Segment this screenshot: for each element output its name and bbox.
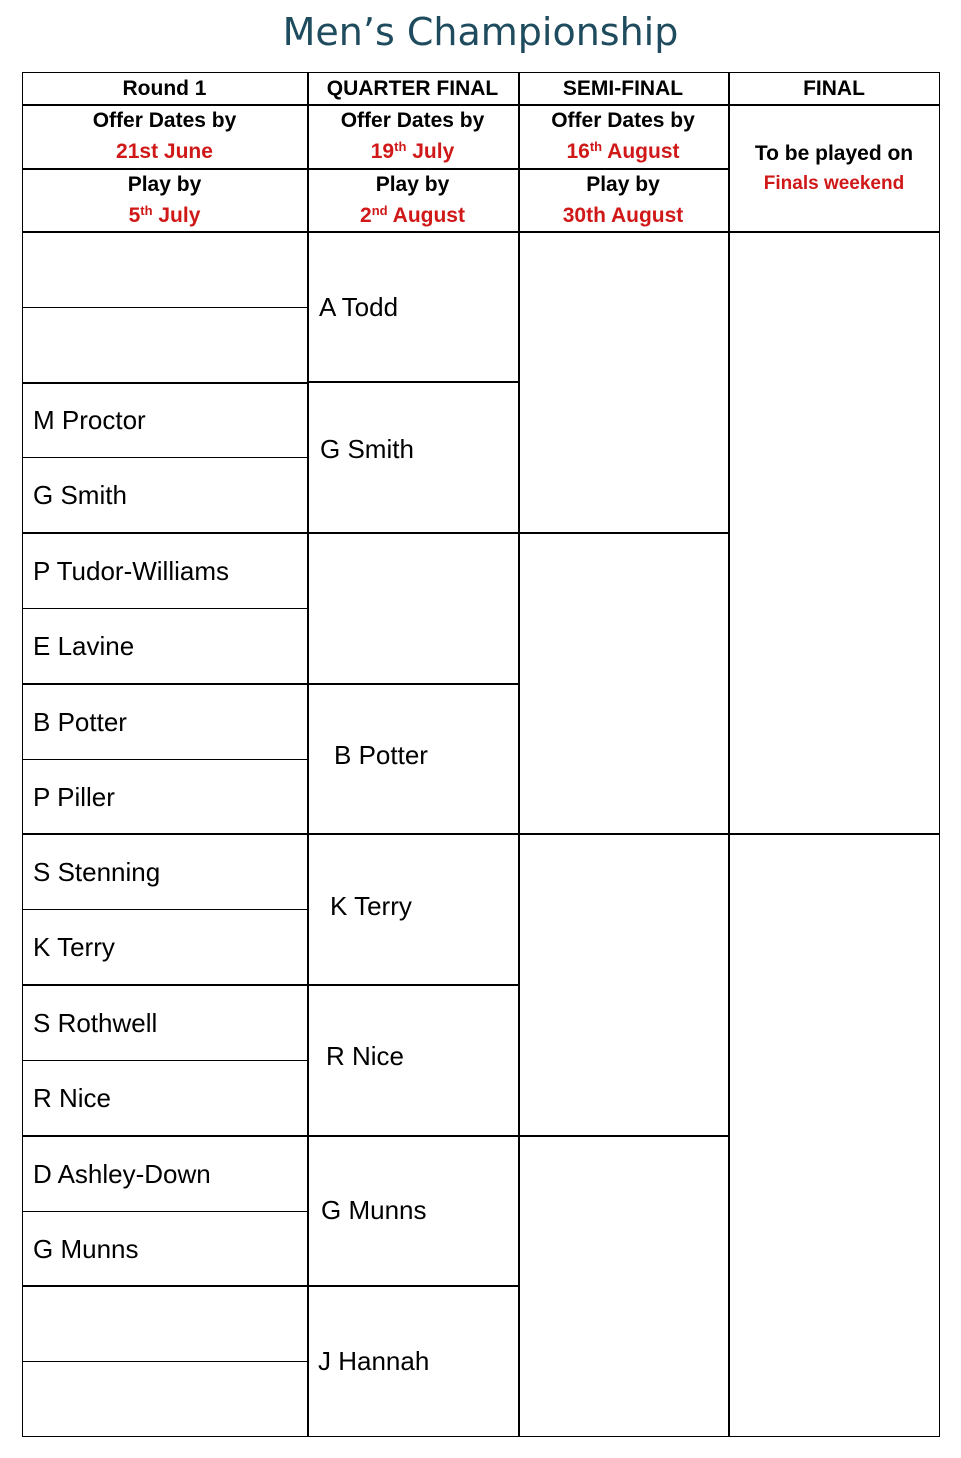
slot-divider bbox=[22, 608, 307, 609]
round1-play-label: Play by bbox=[127, 173, 202, 196]
match-divider bbox=[22, 382, 307, 384]
round1-header: Round 1 bbox=[122, 77, 207, 100]
final-schedule-label: To be played on bbox=[754, 142, 914, 165]
quarter-play-label: Play by bbox=[375, 173, 450, 196]
round1-player: B Potter bbox=[33, 707, 127, 737]
slot-divider bbox=[22, 1060, 307, 1061]
quarter-divider bbox=[307, 984, 518, 986]
quarter-divider bbox=[307, 683, 518, 685]
match-divider bbox=[22, 984, 307, 986]
round1-player: K Terry bbox=[33, 932, 115, 962]
quarter-player: G Munns bbox=[321, 1195, 427, 1225]
semi-offer-date: 16th August bbox=[566, 139, 680, 163]
quarter-divider bbox=[307, 1135, 518, 1137]
match-divider bbox=[22, 833, 307, 835]
slot-divider bbox=[22, 1211, 307, 1212]
page-title: Men’s Championship bbox=[282, 10, 679, 54]
round1-player: S Rothwell bbox=[33, 1008, 158, 1038]
round1-player: P Piller bbox=[33, 782, 115, 812]
final-header: FINAL bbox=[803, 77, 865, 100]
round1-offer-date: 21st June bbox=[116, 140, 213, 163]
round1-player: S Stenning bbox=[33, 857, 161, 887]
slot-divider bbox=[22, 1361, 307, 1362]
match-divider bbox=[22, 683, 307, 685]
semi-divider bbox=[518, 532, 728, 534]
quarter-divider bbox=[307, 1285, 518, 1287]
header-bottom-line bbox=[22, 231, 940, 233]
column-divider bbox=[307, 72, 309, 1437]
slot-divider bbox=[22, 759, 307, 760]
column-divider bbox=[518, 72, 520, 1437]
round1-player: G Munns bbox=[33, 1234, 139, 1264]
semi-header: SEMI-FINAL bbox=[562, 77, 684, 100]
round1-player: P Tudor-Williams bbox=[33, 556, 230, 586]
semi-divider bbox=[518, 1135, 728, 1137]
slot-divider bbox=[22, 457, 307, 458]
quarter-player: K Terry bbox=[330, 891, 412, 921]
quarter-divider bbox=[307, 532, 518, 534]
quarter-divider bbox=[307, 833, 518, 835]
round1-player: E Lavine bbox=[33, 631, 135, 661]
round1-offer-label: Offer Dates by bbox=[92, 109, 237, 132]
final-schedule-date: Finals weekend bbox=[763, 173, 905, 194]
round1-play-date: 5th July bbox=[128, 203, 201, 227]
round1-player: G Smith bbox=[33, 480, 127, 510]
round1-player: D Ashley-Down bbox=[33, 1159, 211, 1189]
quarter-header: QUARTER FINAL bbox=[326, 77, 499, 100]
quarter-offer-date: 19th July bbox=[370, 139, 455, 163]
quarter-divider bbox=[307, 381, 518, 383]
quarter-player: B Potter bbox=[334, 740, 428, 770]
quarter-player: G Smith bbox=[320, 434, 414, 464]
final-divider bbox=[728, 833, 940, 835]
quarter-player: A Todd bbox=[319, 292, 399, 322]
quarter-player: R Nice bbox=[326, 1041, 405, 1071]
semi-play-label: Play by bbox=[586, 173, 660, 196]
semi-play-date: 30th August bbox=[562, 204, 684, 227]
match-divider bbox=[22, 1285, 307, 1287]
column-divider bbox=[728, 72, 730, 1437]
quarter-play-date: 2nd August bbox=[360, 203, 465, 227]
round1-player: M Proctor bbox=[33, 405, 146, 435]
semi-offer-label: Offer Dates by bbox=[551, 109, 695, 132]
slot-divider bbox=[22, 307, 307, 308]
quarter-offer-label: Offer Dates by bbox=[340, 109, 485, 132]
match-divider bbox=[22, 532, 307, 534]
slot-divider bbox=[22, 909, 307, 910]
match-divider bbox=[22, 1135, 307, 1137]
round1-player: R Nice bbox=[33, 1083, 112, 1113]
draw-table bbox=[22, 72, 940, 1437]
semi-divider bbox=[518, 833, 728, 835]
quarter-player: J Hannah bbox=[318, 1346, 430, 1376]
